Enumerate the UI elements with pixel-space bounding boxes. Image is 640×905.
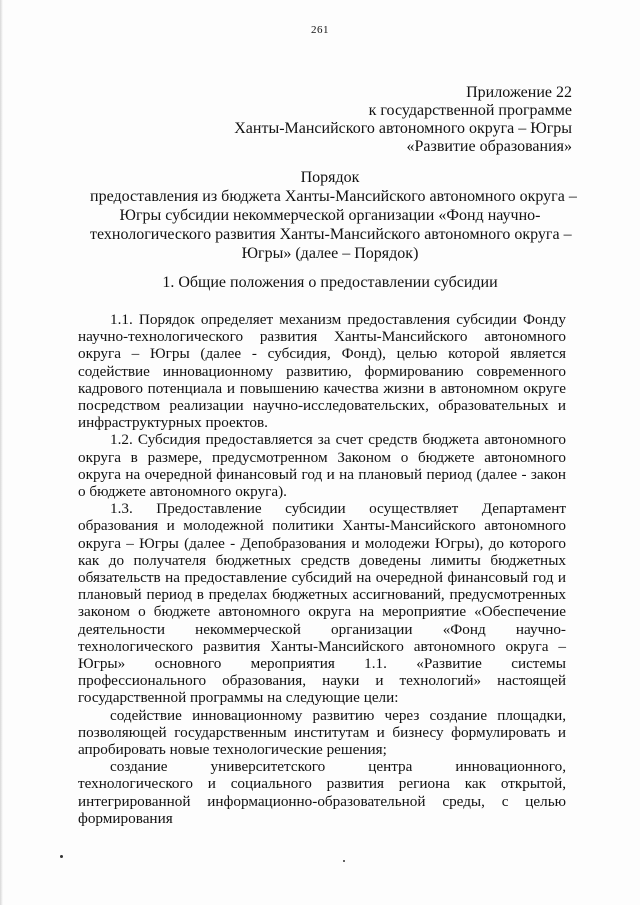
document-title [90,168,577,263]
paragraph: создание университетского центра инновационного, технологического и социального развития региона как открытой, интегрированной информационно-образовательной среды, с целью формирования [78,758,566,827]
section-heading: 1. Общие положения о предоставлении субсидии [162,274,498,291]
title-line: Югры» (далее – Порядок) [241,245,419,262]
scan-speck [343,860,345,862]
page-number: 261 [311,24,329,36]
paragraph: 1.3. Предоставление субсидии осуществляет Департамент образования и молодежной политики Ханты-Мансийского автономного округа – Югры (далее - Депобразования и молодежи Югры), до которого как до получателя бюджетных средств доведены лимиты бюджетных обязательств на предоставление субсидий на очередной финансовый год и плановый период в пределах бюджетных ассигнований, предусмотренных законом о бюджете автономного округа на мероприятие «Обеспечение деятельности некоммерческой организации «Фонд научно-технологического развития Ханты-Мансийского автономного округа – Югры» основного мероприятия 1.1. «Развитие системы профессионального образования, науки и технологий» настоящей государственной программы на следующие цели: [78,500,566,707]
paragraph: содействие инновационному развитию через создание площадки, позволяющей государственным институтам и бизнесу формулировать и апробировать новые технологические решения; [78,706,566,759]
title-line: предоставления из бюджета Ханты-Мансийского автономного округа – [90,188,577,205]
paragraph: 1.1. Порядок определяет механизм предоставления субсидии Фонду научно-технологического развития Ханты-Мансийского автономного округа – Югры (далее - субсидия, Фонд), целью которой является содействие инновационному развитию, формированию современного кадрового потенциала и повышению качества жизни в автономном округе посредством реализации научно-исследовательских, образовательных и инфраструктурных проектов. [78,311,566,432]
appendix-header [152,84,572,156]
appendix-line: «Развитие образования» [406,138,572,155]
title-line: Югры субсидии некоммерческой организации «Фонд научно- [119,207,541,224]
scan-speck [60,855,63,858]
paragraph: 1.2. Субсидия предоставляется за счет средств бюджета автономного округа в размере, предусмотренном Законом о бюджете автономного округа на очередной финансовый год и на плановый период (далее - закон о бюджете автономного округа). [78,431,566,501]
body-text [78,311,566,827]
title-line: технологического развития Ханты-Мансийского автономного округа – [90,226,572,243]
scan-edge [0,0,3,905]
appendix-line: Приложение 22 [466,84,572,101]
title-line: Порядок [300,169,360,186]
appendix-line: к государственной программе [368,102,572,119]
appendix-line: Ханты-Мансийского автономного округа – Югры [234,120,572,137]
